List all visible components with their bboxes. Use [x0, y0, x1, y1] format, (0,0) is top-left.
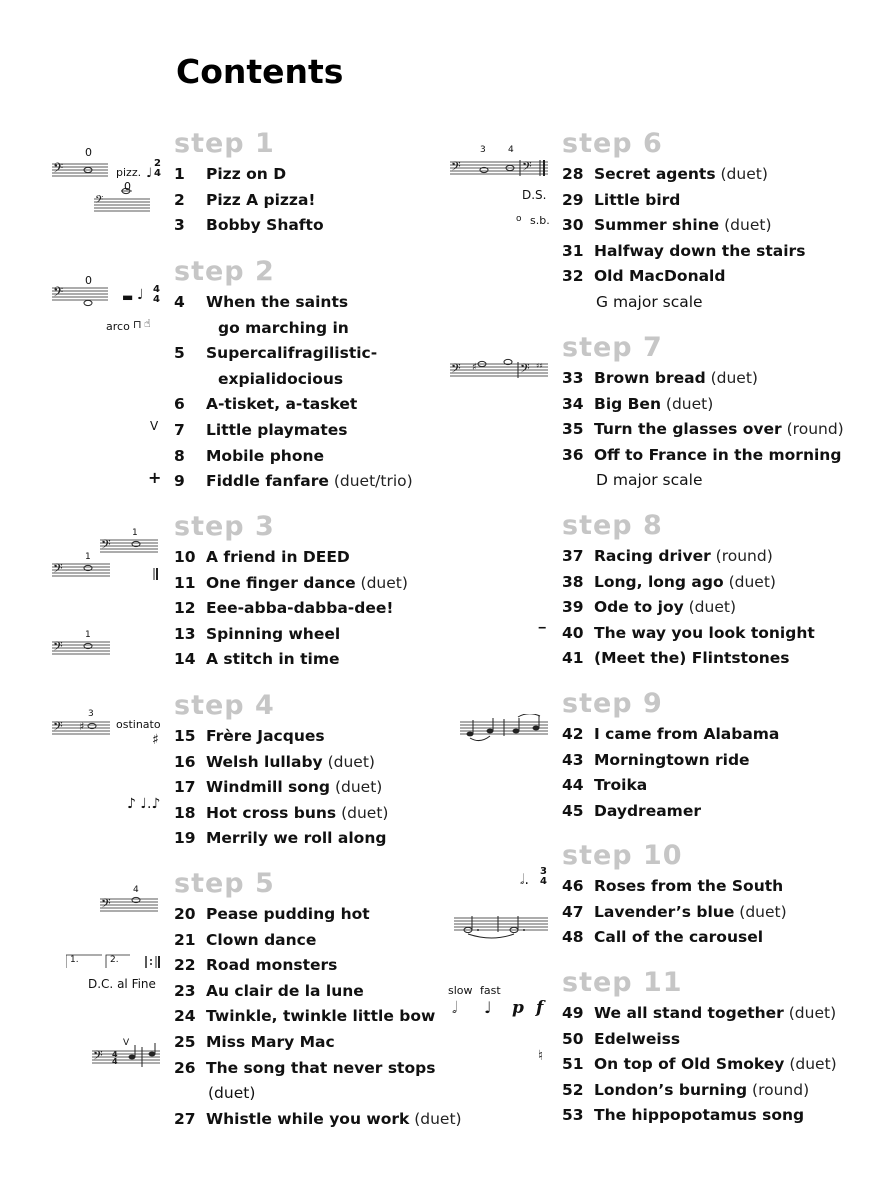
entry-number: 3: [174, 216, 185, 235]
entry-title: Brown bread: [594, 369, 706, 387]
entry-title: Pizz A pizza!: [206, 190, 316, 209]
entry-number: 31: [562, 241, 584, 260]
fingering-label: 3: [480, 145, 486, 155]
entry-number: 8: [174, 446, 185, 465]
svg-text:𝄢: 𝄢: [53, 561, 63, 579]
entry-title: (Meet the) Flintstones: [594, 649, 790, 668]
slow-label: slow: [448, 984, 473, 997]
step-heading: step 5: [174, 868, 275, 899]
fingering-label: 0: [85, 146, 92, 159]
whole-note-icon: o: [516, 214, 522, 224]
bow-hold-icon: ☝: [144, 317, 151, 330]
music-staff-icon: [100, 893, 162, 919]
step-heading: step 1: [174, 128, 275, 159]
entry-title: Turn the glasses over: [594, 420, 782, 439]
entry-number: 38: [562, 572, 584, 591]
entry-number: 41: [562, 649, 584, 668]
entry-note: (duet): [784, 1055, 837, 1074]
step-8-section: [562, 510, 871, 672]
entry-note: (duet): [734, 902, 787, 921]
entry-number: 21: [174, 930, 196, 949]
svg-text:𝄢: 𝄢: [520, 361, 530, 379]
svg-text:𝄢: 𝄢: [53, 284, 64, 303]
list-item[interactable]: [562, 646, 871, 672]
ds-label: D.S.: [522, 188, 547, 202]
svg-text:𝄢: 𝄢: [101, 537, 111, 555]
list-item[interactable]: [562, 1103, 871, 1129]
quarter-note-icon: ♩: [484, 998, 492, 1017]
entry-title: Summer shine: [594, 216, 720, 235]
entry-number: 35: [562, 420, 584, 439]
entry-title: Mobile phone: [206, 446, 325, 465]
time-signature-top: 3: [540, 866, 547, 877]
entry-number: 15: [174, 727, 196, 745]
list-item[interactable]: [562, 1027, 871, 1053]
entry-title: Daydreamer: [594, 801, 701, 820]
list-item[interactable]: [562, 417, 871, 443]
eighth-notes-icon: ♪ ♩.♪: [127, 796, 161, 812]
entry-number: 16: [174, 752, 196, 771]
svg-text:𝄢: 𝄢: [451, 159, 461, 177]
arco-label: arco: [106, 320, 130, 333]
fingering-label: 0: [85, 274, 92, 287]
list-item[interactable]: [562, 443, 871, 469]
entry-title: A stitch in time: [206, 650, 340, 669]
list-item[interactable]: [174, 444, 494, 470]
music-staff-icon: [460, 714, 550, 744]
list-item[interactable]: [562, 264, 871, 290]
fingering-label: 1: [132, 528, 138, 538]
entry-note: (duet): [330, 778, 383, 797]
page-title: Contents: [176, 52, 344, 91]
svg-text:♯: ♯: [472, 362, 477, 373]
entry-note: (duet): [783, 1004, 837, 1022]
list-item[interactable]: [174, 162, 494, 188]
list-item[interactable]: [174, 290, 494, 316]
step-6-section: [562, 128, 871, 316]
entry-title: Windmill song: [206, 778, 331, 797]
entry-note: (duet): [705, 369, 758, 387]
list-item[interactable]: [562, 1078, 871, 1104]
entry-number: 5: [174, 344, 185, 363]
entry-title: Big Ben: [594, 394, 661, 413]
list-item[interactable]: [562, 162, 871, 188]
entry-title: Supercalifragilistic-: [206, 344, 378, 363]
entry-title: Edelweiss: [594, 1029, 681, 1048]
ostinato-label: ostinato: [116, 718, 161, 731]
fingering-label: 1: [85, 630, 91, 640]
entry-number: 42: [562, 725, 584, 743]
list-item-continued: go marching in: [218, 318, 349, 337]
entry-number: 4: [174, 293, 185, 311]
up-bow-icon: V: [150, 419, 159, 433]
svg-text:𝄢: 𝄢: [53, 639, 63, 657]
list-item[interactable]: [174, 418, 494, 444]
entry-number: 45: [562, 801, 584, 820]
entry-number: 32: [562, 267, 584, 286]
entry-title: Call of the carousel: [594, 928, 764, 947]
entry-number: 30: [562, 216, 584, 235]
entry-number: 19: [174, 829, 196, 848]
list-item[interactable]: [174, 979, 494, 1005]
list-item[interactable]: [174, 1056, 494, 1082]
half-note-icon: 𝅗𝅥: [452, 998, 458, 1017]
svg-text:𝄢: 𝄢: [95, 194, 104, 209]
list-item[interactable]: [174, 596, 494, 622]
list-item[interactable]: [174, 775, 494, 801]
step-heading: step 2: [174, 256, 275, 287]
entry-title: Ode to joy: [594, 598, 684, 617]
entry-title: Roses from the South: [594, 877, 784, 895]
step-7-section: [562, 332, 871, 494]
entry-title: Halfway down the stairs: [594, 241, 806, 260]
entry-number: 11: [174, 573, 196, 592]
time-signature-top: 4: [153, 284, 160, 295]
step-2-section: [174, 256, 494, 495]
list-item[interactable]: [174, 469, 494, 495]
entry-number: 40: [562, 623, 584, 642]
list-item[interactable]: [174, 213, 494, 239]
dynamic-p-label: p: [512, 998, 524, 1018]
list-item[interactable]: [174, 647, 494, 673]
list-item[interactable]: [562, 544, 871, 570]
list-item[interactable]: [174, 724, 494, 750]
entry-title: Little playmates: [206, 420, 348, 439]
step-heading: step 10: [562, 840, 683, 871]
music-staff-icon: [52, 536, 162, 666]
step-11-section: [562, 967, 871, 1129]
entry-number: 10: [174, 548, 196, 566]
entry-title: Secret agents: [594, 165, 716, 183]
step-heading: step 8: [562, 510, 663, 541]
list-item[interactable]: [562, 1052, 871, 1078]
entry-title: Clown dance: [206, 930, 317, 949]
entry-number: 50: [562, 1029, 584, 1048]
list-item[interactable]: [174, 571, 494, 597]
entry-title: Old MacDonald: [594, 267, 726, 286]
pizz-label: pizz.: [116, 166, 142, 179]
entry-number: 51: [562, 1055, 584, 1074]
fingering-label: 1: [85, 552, 91, 562]
entry-number: 24: [174, 1007, 196, 1026]
entry-number: 28: [562, 165, 584, 183]
list-item[interactable]: [174, 188, 494, 214]
svg-text:𝄢: 𝄢: [53, 160, 64, 179]
scale-item: D major scale: [596, 471, 703, 490]
entry-title: Frère Jacques: [206, 727, 325, 745]
list-item[interactable]: [562, 392, 871, 418]
step-heading: step 11: [562, 967, 683, 998]
list-item[interactable]: [562, 900, 871, 926]
entry-note: (duet): [322, 752, 375, 771]
entry-note: (round): [747, 1080, 810, 1099]
list-item[interactable]: [174, 545, 494, 571]
dotted-half-note-icon: 𝅗𝅥.: [520, 872, 529, 888]
list-item[interactable]: [562, 239, 871, 265]
entry-number: 43: [562, 750, 584, 769]
svg-text:♯: ♯: [79, 720, 85, 733]
entry-title: Whistle while you work: [206, 1109, 410, 1128]
step-heading: step 4: [174, 690, 275, 721]
step-1-section: [174, 128, 494, 239]
list-item[interactable]: [562, 188, 871, 214]
entry-number: 17: [174, 778, 196, 797]
entry-title: Hot cross buns: [206, 803, 337, 822]
step-heading: step 7: [562, 332, 663, 363]
entry-title: Welsh lullaby: [206, 752, 323, 771]
fingering-label: 0: [124, 180, 131, 193]
quarter-note-icon: ♩: [146, 166, 153, 181]
entry-note: (duet): [660, 394, 714, 413]
svg-text:𝄢: 𝄢: [101, 896, 111, 914]
entry-title: Eee-abba-dabba-dee!: [206, 599, 394, 618]
list-item[interactable]: [562, 1001, 871, 1027]
step-9-section: [562, 688, 871, 824]
entry-number: 37: [562, 547, 584, 565]
music-staff-icon: [52, 146, 172, 216]
list-item[interactable]: [562, 366, 871, 392]
list-item[interactable]: [562, 570, 871, 596]
list-item[interactable]: [174, 1107, 494, 1133]
list-item[interactable]: [174, 1030, 494, 1056]
volta-2-label: 2.: [110, 955, 119, 965]
entry-number: 1: [174, 165, 185, 183]
rest-icon: ‒: [538, 620, 547, 634]
entry-number: 14: [174, 650, 196, 669]
entry-title: London’s burning: [594, 1080, 748, 1099]
list-item[interactable]: [562, 621, 871, 647]
list-item[interactable]: [562, 595, 871, 621]
entry-title: A-tisket, a-tasket: [206, 395, 358, 414]
entry-title: The way you look tonight: [594, 623, 815, 642]
svg-text:𝄢: 𝄢: [451, 361, 461, 379]
entry-number: 46: [562, 877, 584, 895]
entry-note: (duet): [719, 216, 772, 235]
down-bow-icon: ⊓: [133, 318, 142, 331]
step-10-section: [562, 840, 871, 951]
svg-text:4: 4: [112, 1050, 118, 1059]
entry-title: One finger dance: [206, 573, 356, 592]
plus-icon: +: [148, 468, 162, 487]
entry-number: 53: [562, 1106, 584, 1125]
music-staff-icon: [450, 358, 550, 384]
step-5-section: [174, 868, 494, 1132]
list-item[interactable]: [562, 748, 871, 774]
list-item[interactable]: [562, 213, 871, 239]
entry-number: 12: [174, 599, 196, 618]
entry-number: 25: [174, 1032, 196, 1051]
scale-item: G major scale: [596, 292, 703, 311]
entry-number: 47: [562, 902, 584, 921]
step-3-section: [174, 511, 494, 673]
entry-number: 29: [562, 190, 584, 209]
list-item[interactable]: [174, 622, 494, 648]
entry-title: I came from Alabama: [594, 725, 780, 743]
list-item[interactable]: [174, 750, 494, 776]
entry-number: 34: [562, 394, 584, 413]
entry-title: Road monsters: [206, 956, 338, 975]
entry-note: (duet): [355, 573, 408, 592]
svg-text:♯♯: ♯♯: [536, 362, 543, 370]
entry-title: Spinning wheel: [206, 624, 341, 643]
entry-note: (duet/trio): [328, 472, 413, 491]
list-item[interactable]: [174, 902, 494, 928]
step-heading: step 3: [174, 511, 275, 542]
entry-number: 2: [174, 190, 185, 209]
entry-title: Merrily we roll along: [206, 829, 387, 848]
entry-number: 52: [562, 1080, 584, 1099]
fingering-label: 4: [133, 885, 139, 895]
step-heading: step 6: [562, 128, 663, 159]
sharp-icon: ♯: [152, 732, 159, 748]
entry-number: 7: [174, 420, 185, 439]
entry-title: Fiddle fanfare: [206, 472, 329, 491]
entry-number: 39: [562, 598, 584, 617]
entry-title: Pease pudding hot: [206, 905, 370, 923]
entry-title: We all stand together: [594, 1004, 784, 1022]
music-staff-icon: [454, 912, 550, 942]
entry-title: Lavender’s blue: [594, 902, 735, 921]
dc-al-fine-label: D.C. al Fine: [88, 977, 156, 991]
entry-number: 36: [562, 445, 584, 464]
entry-note: (round): [781, 420, 844, 439]
time-signature-bottom: 4: [153, 294, 160, 305]
svg-text:4: 4: [112, 1057, 118, 1066]
entry-note: (duet): [336, 803, 389, 822]
list-item[interactable]: [174, 801, 494, 827]
entry-number: 18: [174, 803, 196, 822]
music-staff-icon: [450, 156, 550, 182]
step-4-section: [174, 690, 494, 852]
entry-number: 27: [174, 1109, 196, 1128]
entry-number: 22: [174, 956, 196, 975]
entry-note: (duet): [683, 598, 737, 617]
time-signature-top: 2: [154, 158, 161, 169]
list-item[interactable]: [174, 1004, 494, 1030]
list-item[interactable]: [174, 341, 494, 367]
time-signature-bottom: 4: [540, 876, 547, 887]
list-item-continued: (duet): [208, 1084, 256, 1103]
entry-title: On top of Old Smokey: [594, 1055, 785, 1074]
entry-title: Miss Mary Mac: [206, 1032, 335, 1051]
up-bow-icon: V: [123, 1038, 130, 1048]
entry-title: Bobby Shafto: [206, 216, 324, 235]
entry-note: (round): [710, 547, 773, 565]
list-item[interactable]: [562, 773, 871, 799]
entry-title: The song that never stops: [206, 1058, 436, 1077]
list-item[interactable]: [562, 799, 871, 825]
dynamic-f-label: f: [536, 998, 544, 1018]
list-item[interactable]: [562, 722, 871, 748]
entry-number: 6: [174, 395, 185, 414]
entry-number: 48: [562, 928, 584, 947]
list-item[interactable]: [174, 928, 494, 954]
entry-note: (duet): [409, 1109, 462, 1128]
entry-title: Little bird: [594, 190, 681, 209]
entry-number: 23: [174, 981, 196, 1000]
entry-number: 13: [174, 624, 196, 643]
entry-title: Pizz on D: [206, 165, 287, 183]
fingering-label: 4: [508, 145, 514, 155]
entry-note: (duet): [715, 165, 768, 183]
list-item[interactable]: [174, 392, 494, 418]
list-item[interactable]: [174, 953, 494, 979]
music-staff-icon: [52, 282, 112, 312]
entry-title: Au clair de la lune: [206, 981, 364, 1000]
music-staff-icon: [52, 716, 122, 746]
step-heading: step 9: [562, 688, 663, 719]
entry-title: Off to France in the morning: [594, 445, 842, 464]
entry-title: When the saints: [206, 293, 349, 311]
list-item[interactable]: [562, 925, 871, 951]
entry-title: Twinkle, twinkle little bow: [206, 1007, 436, 1026]
entry-number: 26: [174, 1058, 196, 1077]
time-signature-bottom: 4: [154, 168, 161, 179]
entry-title: Long, long ago: [594, 572, 724, 591]
entry-title: Morningtown ride: [594, 750, 750, 769]
natural-icon: ♮: [538, 1048, 544, 1064]
svg-text:𝄢: 𝄢: [53, 719, 63, 737]
entry-title: Troika: [594, 776, 648, 795]
volta-1-label: 1.: [70, 955, 79, 965]
list-item[interactable]: [562, 874, 871, 900]
entry-number: 44: [562, 776, 584, 795]
entry-title: The hippopotamus song: [594, 1106, 805, 1125]
entry-number: 9: [174, 472, 185, 491]
entry-note: (duet): [723, 572, 776, 591]
list-item-continued: expialidocious: [218, 369, 344, 388]
entry-title: Racing driver: [594, 547, 711, 565]
svg-text:𝄢: 𝄢: [522, 159, 532, 177]
sb-label: s.b.: [530, 214, 550, 227]
entry-number: 33: [562, 369, 584, 387]
entry-number: 20: [174, 905, 196, 923]
entry-number: 49: [562, 1004, 584, 1022]
rest-icon: ▬: [122, 290, 134, 304]
fast-label: fast: [480, 984, 501, 997]
fingering-label: 3: [88, 709, 94, 719]
quarter-note-icon: ♩: [137, 287, 144, 303]
list-item[interactable]: [174, 826, 494, 852]
svg-text:𝄢: 𝄢: [93, 1048, 103, 1066]
entry-title: A friend in DEED: [206, 548, 350, 566]
